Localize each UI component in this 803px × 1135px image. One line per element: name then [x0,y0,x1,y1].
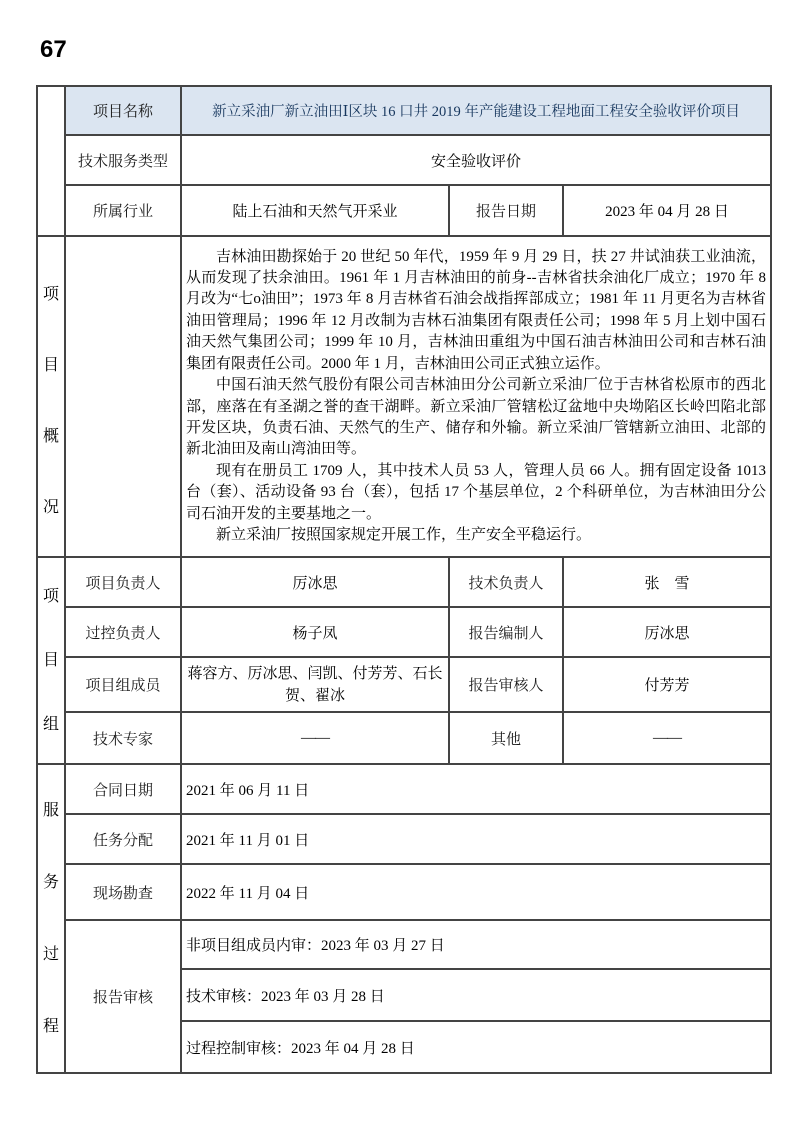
team-section-label: 项目组 [37,557,65,764]
overview-paragraph: 现有在册员工 1709 人，其中技术人员 53 人，管理人员 66 人。拥有固定设备 1013 台（套）、活动设备 93 台（套），包括 17 个基层单位，2 个科研单位，为吉林油田分公司石油开发的主要基地之一。 [186,462,767,522]
project-name-value: 新立采油厂新立油田Ⅰ区块 16 口井 2019 年产能建设工程地面工程安全验收评价项目 [181,86,771,135]
process-control-review-value: 过程控制审核：2023 年 04 月 28 日 [181,1021,771,1073]
process-section-label: 服务过程 [37,764,65,1073]
process-control-leader-value: 杨子凤 [181,607,449,657]
overview-paragraph: 新立采油厂按照国家规定开展工作，生产安全平稳运行。 [216,526,592,543]
table-row [37,864,771,920]
project-info-table [36,85,772,1074]
left-spacer-cell [37,86,65,236]
tech-leader-label: 技术负责人 [449,557,563,607]
overview-paragraph: 吉林油田勘探始于 20 世纪 50 年代，1959 年 9 月 29 日，扶 27 井试油获工业油流，从而发现了扶余油田。1961 年 1 月吉林油田的前身--吉林省扶余油化厂成立；1970 年 8 月改为“七o油田”；1973 年 8 月吉林省石油会战指挥部成立；1981 年 11 月更名为吉林省油田管理局；1996 年 12 月改制为吉林石油集团有限责任公司；1998 年 5 月上划中国石油天然气集团公司；1999 年 10 月，吉林油田重组为中国石油吉林油田公司和吉林石油集团有限责任公司。2000 年 1 月，吉林油田公司正式独立运作。 [186,248,767,372]
industry-value: 陆上石油和天然气开采业 [181,185,449,236]
report-author-label: 报告编制人 [449,607,563,657]
table-row [37,86,771,135]
task-assignment-label: 任务分配 [65,814,181,864]
project-leader-value: 厉冰思 [181,557,449,607]
team-members-label: 项目组成员 [65,657,181,712]
project-name-label: 项目名称 [65,86,181,135]
internal-review-value: 非项目组成员内审：2023 年 03 月 27 日 [181,920,771,969]
table-row [37,185,771,236]
site-survey-value: 2022 年 11 月 04 日 [181,864,771,920]
report-date-value: 2023 年 04 月 28 日 [563,185,771,236]
process-control-leader-label: 过控负责人 [65,607,181,657]
contract-date-label: 合同日期 [65,764,181,814]
other-label: 其他 [449,712,563,764]
tech-leader-value: 张 雪 [563,557,771,607]
report-review-label: 报告审核 [65,920,181,1073]
table-row [37,764,771,814]
table-row [37,814,771,864]
table-row [37,657,771,712]
project-leader-label: 项目负责人 [65,557,181,607]
team-members-value: 蒋容方、厉冰思、闫凯、付芳芳、石长贺、翟冰 [181,657,449,712]
service-type-label: 技术服务类型 [65,135,181,185]
industry-label: 所属行业 [65,185,181,236]
report-date-label: 报告日期 [449,185,563,236]
report-reviewer-label: 报告审核人 [449,657,563,712]
report-reviewer-value: 付芳芳 [563,657,771,712]
other-value: —— [563,712,771,764]
report-author-value: 厉冰思 [563,607,771,657]
overview-text-cell [181,236,771,557]
table-row [37,236,771,557]
table-row [37,920,771,969]
overview-paragraph: 中国石油天然气股份有限公司吉林油田分公司新立采油厂位于吉林省松原市的西北部，座落在有圣湖之誉的查干湖畔。新立采油厂管辖松辽盆地中央坳陷区长岭凹陷北部开发区块，负责石油、天然气的生产、储存和外输。新立采油厂管辖新立油田、北部的新北油田及南山湾油田等。 [186,377,767,458]
site-survey-label: 现场勘查 [65,864,181,920]
technical-review-value: 技术审核：2023 年 03 月 28 日 [181,969,771,1021]
table-row [37,135,771,185]
tech-expert-label: 技术专家 [65,712,181,764]
overview-section-label: 项目概况 [37,236,65,557]
contract-date-value: 2021 年 06 月 11 日 [181,764,771,814]
tech-expert-value: —— [181,712,449,764]
service-type-value: 安全验收评价 [181,135,771,185]
table-row [37,607,771,657]
task-assignment-value: 2021 年 11 月 01 日 [181,814,771,864]
overview-spacer-cell [65,236,181,557]
table-row [37,557,771,607]
page-number: 67 [40,36,67,63]
table-row [37,712,771,764]
